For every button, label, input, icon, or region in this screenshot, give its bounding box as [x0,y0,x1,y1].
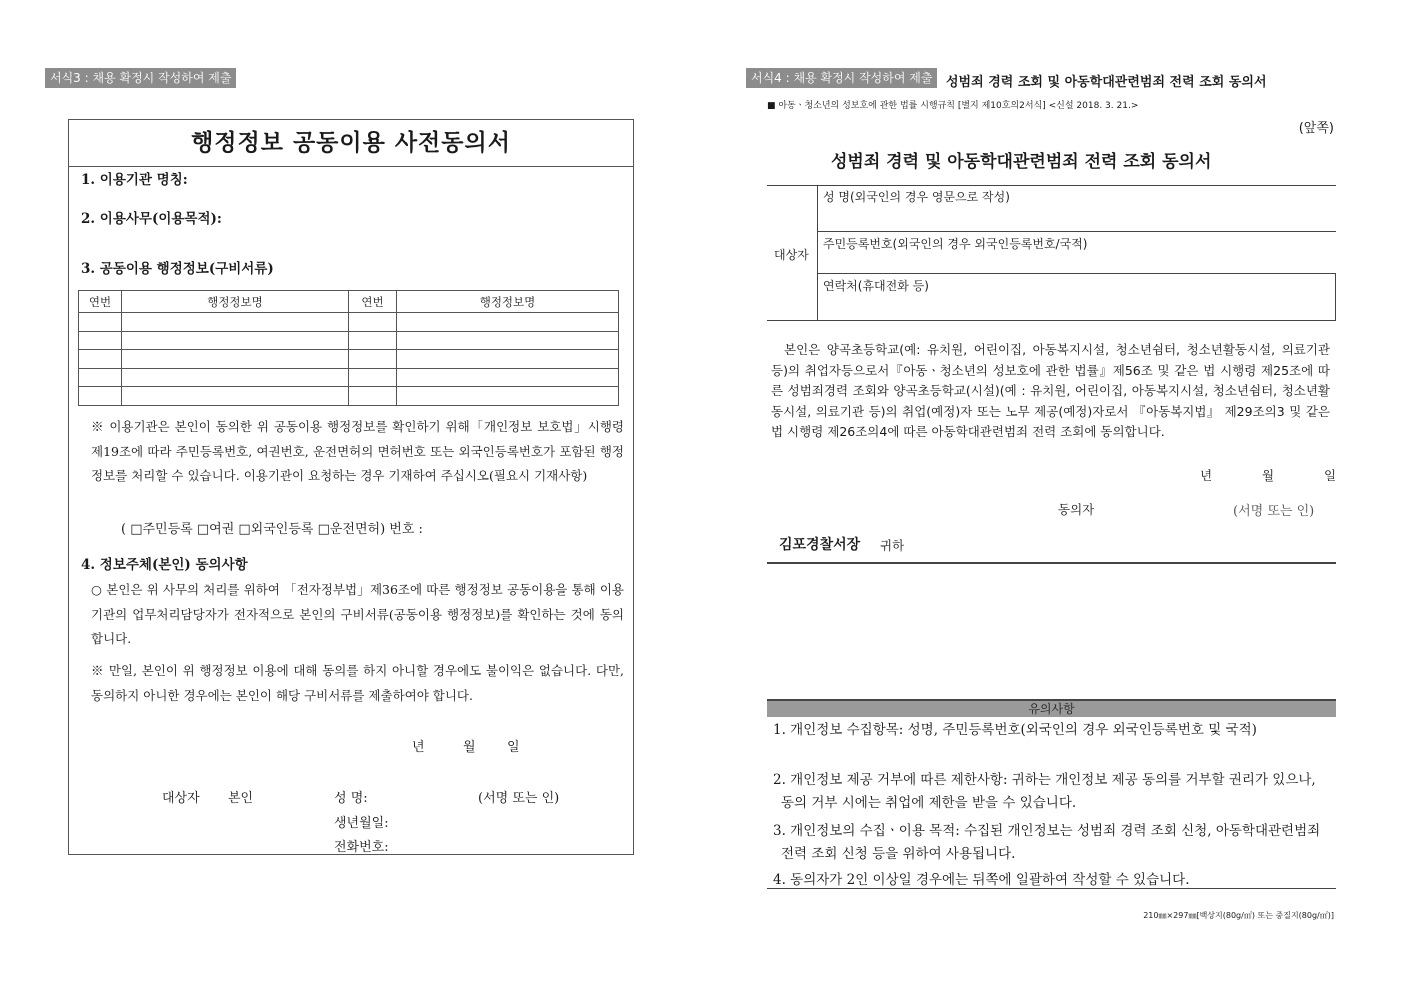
phone-label: 전화번호: [334,840,389,855]
id-type-options[interactable]: ( □주민등록 □여권 □외국인등록 □운전면허) 번호 : [121,522,423,537]
name-label: 성 명: [334,791,368,806]
signature-label: (서명 또는 인) [478,791,560,806]
notes-header: 유의사항 [767,699,1336,717]
divider [817,185,818,321]
table-row [79,387,619,406]
addressee: 김포경찰서장 [779,537,861,553]
name-field[interactable]: 성 명(외국인의 경우 영문으로 작성) [823,190,1010,204]
divider [767,562,1336,564]
cell[interactable] [79,331,122,350]
birthdate-label: 생년월일: [334,816,389,831]
consent-body: 본인은 양곡초등학교(예: 유치원, 어린이집, 아동복지시설, 청소년쉼터, 청소년활동시설, 의료기관 등)의 취업자등으로서『아동ㆍ청소년의 성보호에 관한 법률』제56조 및 같은 법 시행령 제25조에 따른 성범죄경력 조회와 양곡초등학교(시설)(예 : 유치원, 어린이집, 아동복지시설, 청소년쉼터, 청소년활동시설, 의료기관 등)의 취업(예정)자 또는 노무 제공(예정)자로서 『아동복지법』 제29조의3 및 같은 법 시행령 제26조의4에 따른 아동학대관련범죄 전력 조회에 동의합니다. [771,342,1330,439]
item-agency-name: 1. 이용기관 명칭: [81,172,188,188]
divider [817,231,1336,232]
disclaimer-text: ※ 만일, 본인이 위 행정정보 이용에 대해 동의를 하지 아니할 경우에도 불이익은 없습니다. 다만, 동의하지 아니한 경우에는 본인이 해당 구비서류를 제출하여야 합니다. [91,663,624,703]
form4-title: 성범죄 경력 및 아동학대관련범죄 전력 조회 동의서 [831,152,1212,172]
note-item-1: 1. 개인정보 수집항목: 성명, 주민등록번호(외국인의 경우 외국인등록번호 및 국적) [773,722,1257,738]
date-year: 년 [1200,468,1213,483]
date-month: 월 [463,740,476,755]
cell[interactable] [122,368,349,387]
cell[interactable] [79,387,122,406]
consenter-label: 동의자 [1058,502,1095,517]
form3-title: 행정정보 공동이용 사전동의서 [69,120,633,167]
note-item-4: 4. 동의자가 2인 이상일 경우에는 뒤쪽에 일괄하여 작성할 수 있습니다. [773,872,1190,888]
cell[interactable] [122,350,349,369]
cell[interactable] [122,331,349,350]
col-info-2: 행정정보명 [397,291,619,313]
contact-field[interactable]: 연락처(휴대전화 등) [823,279,929,293]
item-consent: 4. 정보주체(본인) 동의사항 [81,557,248,573]
form3-tag: 서식3 : 채용 확정시 작성하여 제출 [45,68,236,88]
date-year: 년 [412,740,425,755]
resident-id-field[interactable]: 주민등록번호(외국인의 경우 외국인등록번호/국적) [823,237,1088,251]
cell[interactable] [79,368,122,387]
item-shared-info: 3. 공동이용 행정정보(구비서류) [81,261,274,277]
subject-self: 본인 [228,791,254,806]
divider [767,320,1336,321]
cell[interactable] [122,313,349,332]
addressee-suffix: 귀하 [880,538,905,553]
cell[interactable] [397,368,619,387]
paper-size: 210㎜×297㎜[백상지(80g/㎡) 또는 중질지(80g/㎡)] [1143,911,1334,920]
table-row [79,368,619,387]
item-purpose: 2. 이용사무(이용목적): [81,211,222,227]
subject-label: 대상자 [774,248,809,262]
col-no-2: 연번 [349,291,397,313]
note-item-2: 2. 개인정보 제공 거부에 따른 제한사항: 귀하는 개인정보 제공 동의를 거부할 권리가 있으나, 동의 거부 시에는 취업에 제한을 받을 수 있습니다. [773,772,1316,811]
cell[interactable] [397,331,619,350]
date-month: 월 [1262,468,1275,483]
cell[interactable] [349,331,397,350]
table-row [79,313,619,332]
consent-form-admin-info [68,119,634,855]
divider [1335,273,1336,321]
table-header-row [79,291,619,313]
divider [767,888,1336,889]
notice-text: ※ 이용기관은 본인이 동의한 위 공동이용 행정정보를 확인하기 위해「개인정보 보호법」시행령 제19조에 따라 주민등록번호, 여권번호, 운전면허의 면허번호 또는 외국인등록번호가 포함된 행정정보를 처리할 수 있습니다. 이용기관이 요청하는 경우 기재하여 주십시오(필요시 기재사항) [91,419,624,483]
law-reference: ■ 아동ㆍ청소년의 성보호에 관한 법률 시행규칙 [별지 제10호의2서식] <신설 2018. 3. 21.> [767,101,1139,111]
signature-label: (서명 또는 인) [1233,504,1315,519]
cell[interactable] [349,387,397,406]
cell[interactable] [79,350,122,369]
cell[interactable] [397,387,619,406]
front-side-label: (앞쪽) [1298,121,1334,136]
date-day: 일 [1324,468,1337,483]
shared-info-table [78,290,619,406]
cell[interactable] [349,368,397,387]
note-item-3: 3. 개인정보의 수집ㆍ이용 목적: 수집된 개인정보는 성범죄 경력 조회 신청, 아동학대관련범죄 전력 조회 신청 등을 위하여 사용됩니다. [773,823,1321,862]
divider [767,185,1336,186]
cell[interactable] [397,313,619,332]
consent-text: ○ 본인은 위 사무의 처리를 위하여 「전자정부법」제36조에 따른 행정정보 공동이용을 통해 이용기관의 업무처리담당자가 전자적으로 본인의 구비서류(공동이용 행정정보)를 확인하는 것에 동의합니다. [91,582,624,646]
subject-label: 대상자 [162,791,200,806]
table-row [79,331,619,350]
cell[interactable] [79,313,122,332]
cell[interactable] [397,350,619,369]
date-day: 일 [507,740,520,755]
col-no-1: 연번 [79,291,122,313]
table-row [79,350,619,369]
cell[interactable] [349,313,397,332]
col-info-1: 행정정보명 [122,291,349,313]
divider [817,273,1336,274]
cell[interactable] [349,350,397,369]
form4-heading: 성범죄 경력 조회 및 아동학대관련범죄 전력 조회 동의서 [946,75,1267,90]
cell[interactable] [122,387,349,406]
form4-tag: 서식4 : 채용 확정시 작성하여 제출 [746,68,937,88]
